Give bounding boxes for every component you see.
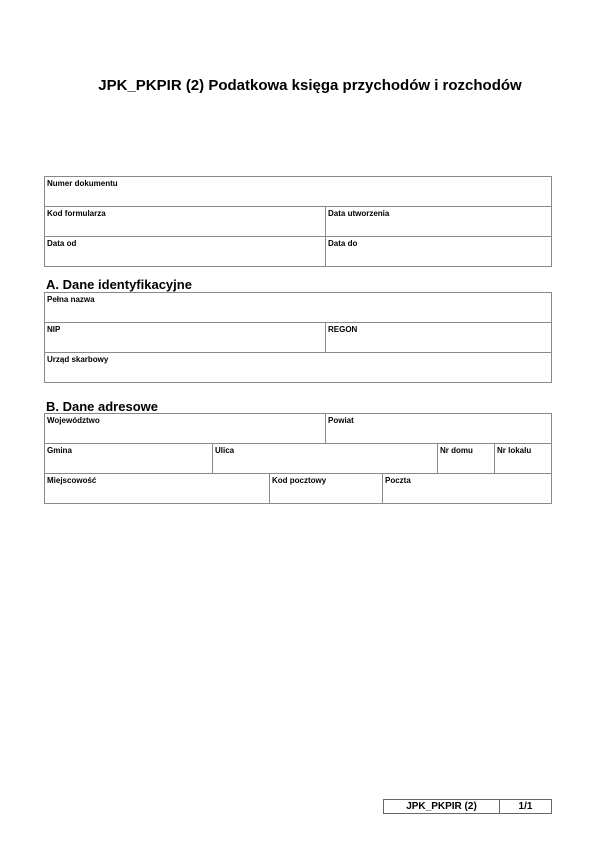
nr-domu-field[interactable]: Nr domu	[438, 444, 495, 474]
gmina-field[interactable]: Gmina	[45, 444, 213, 474]
kod-pocztowy-field[interactable]: Kod pocztowy	[270, 474, 383, 504]
identification-table	[44, 292, 552, 383]
section-a-heading: A. Dane identyfikacyjne	[46, 277, 192, 292]
address-table	[44, 413, 552, 504]
table-row	[45, 207, 552, 237]
header-fields-table	[44, 176, 552, 267]
document-title: JPK_PKPIR (2) Podatkowa księga przychodów i rozchodów	[98, 77, 522, 94]
numer-dokumentu-field[interactable]: Numer dokumentu	[45, 177, 552, 207]
table-row	[45, 323, 552, 353]
nr-lokalu-field[interactable]: Nr lokalu	[495, 444, 552, 474]
nip-field[interactable]: NIP	[45, 323, 326, 353]
table-row	[45, 414, 552, 444]
data-do-field[interactable]: Data do	[326, 237, 552, 267]
table-row	[45, 177, 552, 207]
data-od-field[interactable]: Data od	[45, 237, 326, 267]
kod-formularza-field[interactable]: Kod formularza	[45, 207, 326, 237]
pelna-nazwa-field[interactable]: Pełna nazwa	[45, 293, 552, 323]
miejscowosc-field[interactable]: Miejscowość	[45, 474, 270, 504]
ulica-field[interactable]: Ulica	[213, 444, 438, 474]
table-row	[45, 237, 552, 267]
table-row	[45, 444, 552, 474]
regon-field[interactable]: REGON	[326, 323, 552, 353]
poczta-field[interactable]: Poczta	[383, 474, 552, 504]
table-row	[45, 474, 552, 504]
powiat-field[interactable]: Powiat	[326, 414, 552, 444]
urzad-skarbowy-field[interactable]: Urząd skarbowy	[45, 353, 552, 383]
page-footer	[383, 799, 552, 814]
wojewodztwo-field[interactable]: Województwo	[45, 414, 326, 444]
data-utworzenia-field[interactable]: Data utworzenia	[326, 207, 552, 237]
section-b-heading: B. Dane adresowe	[46, 399, 158, 414]
footer-form-code: JPK_PKPIR (2)	[384, 800, 500, 813]
table-row	[45, 353, 552, 383]
footer-page-number: 1/1	[518, 801, 533, 812]
table-row	[45, 293, 552, 323]
